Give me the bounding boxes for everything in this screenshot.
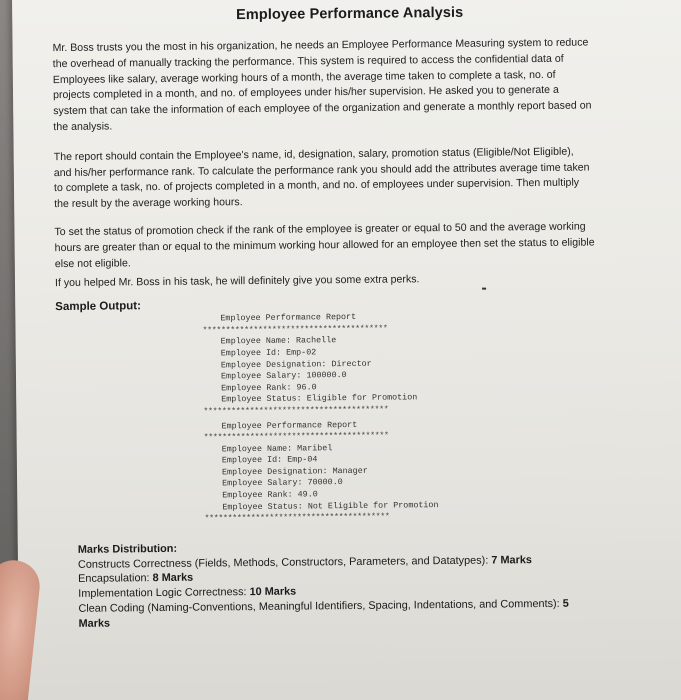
employee-rank-line: Employee Rank: 49.0	[222, 489, 318, 501]
employee-salary-line: Employee Salary: 100000.0	[220, 370, 347, 382]
marks-item-value: 5 Marks	[78, 597, 569, 630]
employee-status-line: Employee Status: Eligible for Promotion	[221, 392, 418, 405]
document-content	[52, 3, 598, 631]
separator-stars: ****************************************	[204, 511, 390, 524]
employee-name-line: Employee Name: Rachelle	[220, 335, 337, 347]
separator-stars: ****************************************	[202, 323, 388, 336]
marks-item-value: 8 Marks	[152, 572, 194, 585]
employee-salary-line: Employee Salary: 70000.0	[222, 477, 343, 489]
marks-item-label: Constructs Correctness (Fields, Methods, Constructors, Parameters, and Datatypes):	[77, 554, 492, 571]
marks-item-value: 10 Marks	[249, 585, 297, 599]
separator-stars: ****************************************	[203, 430, 389, 443]
employee-status-line: Employee Status: Not Eligible for Promotion	[222, 499, 439, 512]
employee-name-line: Employee Name: Maribel	[221, 442, 333, 455]
paper-sheet	[12, 0, 681, 700]
intro-paragraph: Mr. Boss trusts you the most in his organization, he needs an Employee Performance Measuring system to reduce the overhead of manually tracking the performance. This system is required to access the confidential data of Employees like salary, average working hours of a month, the average time taken to complete a task, no. of projects completed in a month, and no. of employees under his/her supervision. He asked you to generate a system that can take the information of each employee of the organization and generate a monthly report based on the analysis.	[52, 36, 592, 134]
sample-output-block	[202, 310, 597, 526]
separator-stars: ****************************************	[203, 404, 389, 417]
sample-output-heading: Sample Output:	[55, 300, 141, 314]
pen-mark	[482, 288, 486, 290]
report-title: Employee Performance Report	[221, 419, 358, 431]
report-paragraph: The report should contain the Employee's name, id, designation, salary, promotion status (Eligible/Not Eligible), and his/her performance rank. To calculate the performance rank you should add the attributes average time taken to complete a task, no. of projects completed in a month, and no. of employees under supervision. Then multiply the result by the average working hours.	[53, 145, 590, 211]
marks-distribution	[78, 537, 599, 631]
marks-item-label: Implementation Logic Correctness:	[78, 586, 250, 601]
perks-paragraph: If you helped Mr. Boss in his task, he will definitely give you some extra perks.	[54, 273, 420, 290]
employee-id-line: Employee Id: Emp-02	[220, 347, 317, 359]
employee-rank-line: Employee Rank: 96.0	[221, 382, 317, 394]
employee-designation-line: Employee Designation: Director	[220, 358, 372, 370]
report-title: Employee Performance Report	[220, 312, 357, 324]
employee-designation-line: Employee Designation: Manager	[221, 465, 368, 478]
marks-item	[78, 596, 598, 631]
marks-item-label: Encapsulation:	[78, 572, 153, 586]
marks-item-value: 7 Marks	[491, 553, 532, 567]
promotion-paragraph: To set the status of promotion check if the rank of the employee is greater or equal to 50 and the average working hours are greater than or equal to the minimum working hour allowed for an employee then set the status to eligible else not eligible.	[54, 220, 595, 270]
marks-item-label: Clean Coding (Naming-Conventions, Meaningful Identifiers, Spacing, Indentations, and Comments):	[78, 597, 563, 615]
employee-id-line: Employee Id: Emp-04	[221, 454, 318, 466]
marks-heading: Marks Distribution:	[77, 542, 178, 556]
document-title: Employee Performance Analysis	[236, 4, 464, 24]
